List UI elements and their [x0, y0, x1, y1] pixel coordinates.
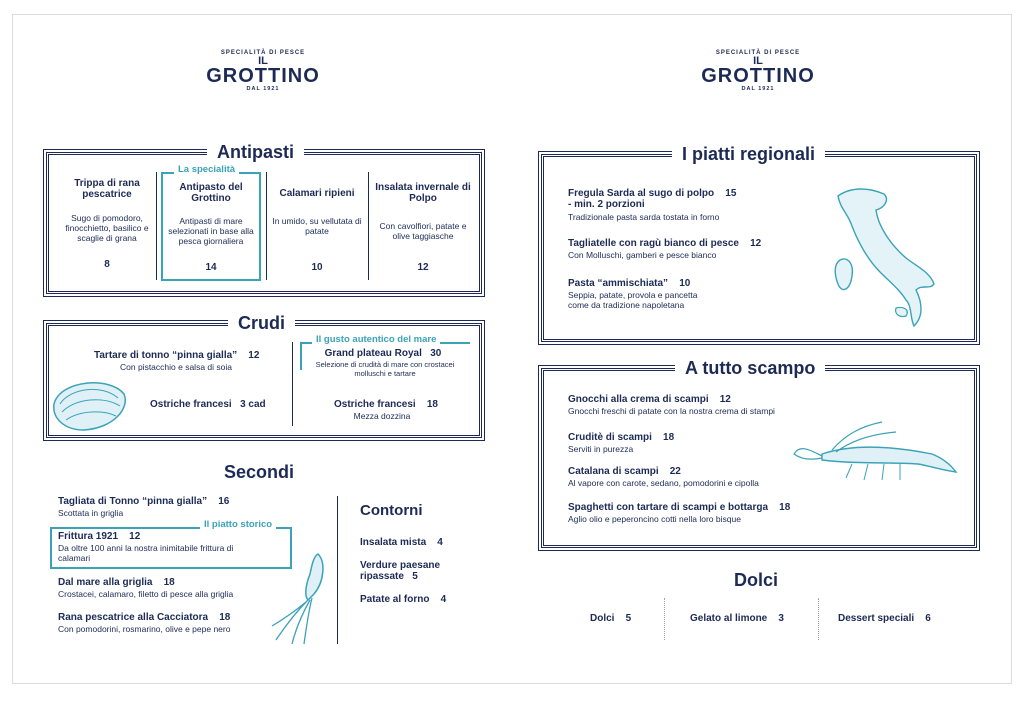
divider [337, 496, 338, 644]
logo-il: IL [753, 55, 763, 67]
right-logo [688, 50, 828, 92]
logo-name: GROTTINO [701, 65, 815, 87]
antipasto-desc: In umido, su vellutata di patate [272, 216, 362, 236]
italy-map-icon [818, 180, 958, 330]
logo-since: DAL 1921 [246, 86, 280, 92]
squid-illustration-icon [268, 548, 332, 648]
antipasto-name: Calamari ripieni [279, 188, 355, 199]
divider [368, 172, 369, 280]
specialty-label: La specialità [174, 164, 239, 175]
secondo-desc: Scottata in griglia [58, 508, 124, 518]
logo-since: DAL 1921 [741, 86, 775, 92]
dotted-divider [664, 598, 665, 640]
dolce-item: Dolci 5 [590, 613, 632, 624]
secondo-desc: Crostacei, calamaro, filetto di pesce alla griglia [58, 589, 234, 599]
scampo-desc: Al vapore con carote, sedano, pomodorini e cipolla [568, 478, 759, 488]
scampo-illustration-icon [792, 420, 962, 486]
oyster-illustration-icon [50, 374, 130, 434]
crudo-desc: Mezza dozzina [353, 411, 411, 421]
scampo-title: A tutto scampo [675, 358, 825, 379]
antipasto-price: 12 [417, 262, 429, 273]
antipasto-name: Trippa di rana pescatrice [74, 178, 140, 200]
divider [156, 172, 157, 280]
contorno-name: Verdure paesane ripassate 5 [360, 560, 441, 582]
regionale-desc: Con Molluschi, gamberi e pesce bianco [568, 250, 717, 260]
crudo-name: Ostriche francesi 18 [334, 399, 438, 410]
crudi-title: Crudi [228, 313, 295, 334]
logo-arc-text: SPECIALITÀ DI PESCE [220, 50, 306, 56]
crudo-desc: Con pistacchio e salsa di soia [120, 362, 232, 372]
logo-il: IL [258, 55, 268, 67]
regionale-name: Fregula Sarda al sugo di polpo 15 - min. 2 porzioni [568, 188, 737, 210]
dolce-item: Gelato al limone 3 [690, 613, 784, 624]
regionali-title: I piatti regionali [672, 144, 825, 165]
dotted-divider [818, 598, 819, 640]
regionale-name: Tagliatelle con ragù bianco di pesce 12 [568, 238, 762, 249]
secondi-special-label: Il piatto storico [200, 519, 276, 530]
scampo-name: Gnocchi alla crema di scampi 12 [568, 394, 731, 405]
scampo-desc: Gnocchi freschi di patate con la nostra crema di stampi [568, 406, 775, 416]
scampo-desc: Serviti in purezza [568, 444, 634, 454]
scampo-name: Spaghetti con tartare di scampi e bottarga 18 [568, 502, 791, 513]
regionale-name: Pasta “ammischiata” 10 [568, 278, 691, 289]
antipasto-price: 8 [104, 259, 110, 270]
crudo-name: Tartare di tonno “pinna gialla” 12 [94, 350, 260, 361]
antipasto-price: 10 [311, 262, 323, 273]
crudi-special-label: Il gusto autentico del mare [312, 334, 440, 345]
logo-name: GROTTINO [206, 65, 320, 87]
secondo-name: Tagliata di Tonno “pinna gialla” 16 [58, 496, 230, 507]
antipasto-desc: Con cavolfiori, patate e olive taggiasche [379, 221, 467, 241]
dolci-title: Dolci [734, 570, 779, 590]
scampo-desc: Aglio olio e peperoncino cotti nella loro bisque [568, 514, 741, 524]
antipasto-name: Insalata invernale di Polpo [375, 182, 471, 204]
left-logo [193, 50, 333, 92]
secondo-desc: Con pomodorini, rosmarino, olive e pepe nero [58, 624, 231, 634]
antipasto-price: 14 [205, 262, 217, 273]
secondo-desc: Da oltre 100 anni la nostra inimitabile frittura di calamari [58, 543, 234, 563]
regionale-desc: Tradizionale pasta sarda tostata in forno [568, 212, 720, 222]
secondo-name: Rana pescatrice alla Cacciatora 18 [58, 612, 231, 623]
divider [266, 172, 267, 280]
logo-arc-text: SPECIALITÀ DI PESCE [715, 50, 801, 56]
contorno-name: Insalata mista 4 [360, 537, 443, 548]
dolce-item: Dessert speciali 6 [838, 613, 931, 624]
antipasti-title: Antipasti [207, 142, 304, 163]
antipasto-desc: Antipasti di mare selezionati in base alla pesca giornaliera [168, 216, 254, 246]
secondo-name: Frittura 1921 12 [58, 531, 141, 542]
scampo-name: Cruditè di scampi 18 [568, 432, 675, 443]
crudo-name: Ostriche francesi 3 cad [150, 399, 266, 410]
scampo-name: Catalana di scampi 22 [568, 466, 681, 477]
antipasto-name: Antipasto del Grottino [179, 182, 243, 204]
secondo-name: Dal mare alla griglia 18 [58, 577, 175, 588]
regionale-desc: Seppia, patate, provola e pancetta come da tradizione napoletana [568, 290, 698, 310]
crudo-desc: Selezione di crudità di mare con crostacei molluschi e tartare [315, 360, 455, 378]
crudo-name: Grand plateau Royal 30 [324, 348, 442, 359]
secondi-title: Secondi [224, 462, 295, 482]
contorni-title: Contorni [360, 502, 423, 519]
divider [292, 342, 293, 426]
antipasto-desc: Sugo di pomodoro, finocchietto, basilico e scaglie di grana [65, 213, 149, 243]
contorno-name: Patate al forno 4 [360, 594, 447, 605]
